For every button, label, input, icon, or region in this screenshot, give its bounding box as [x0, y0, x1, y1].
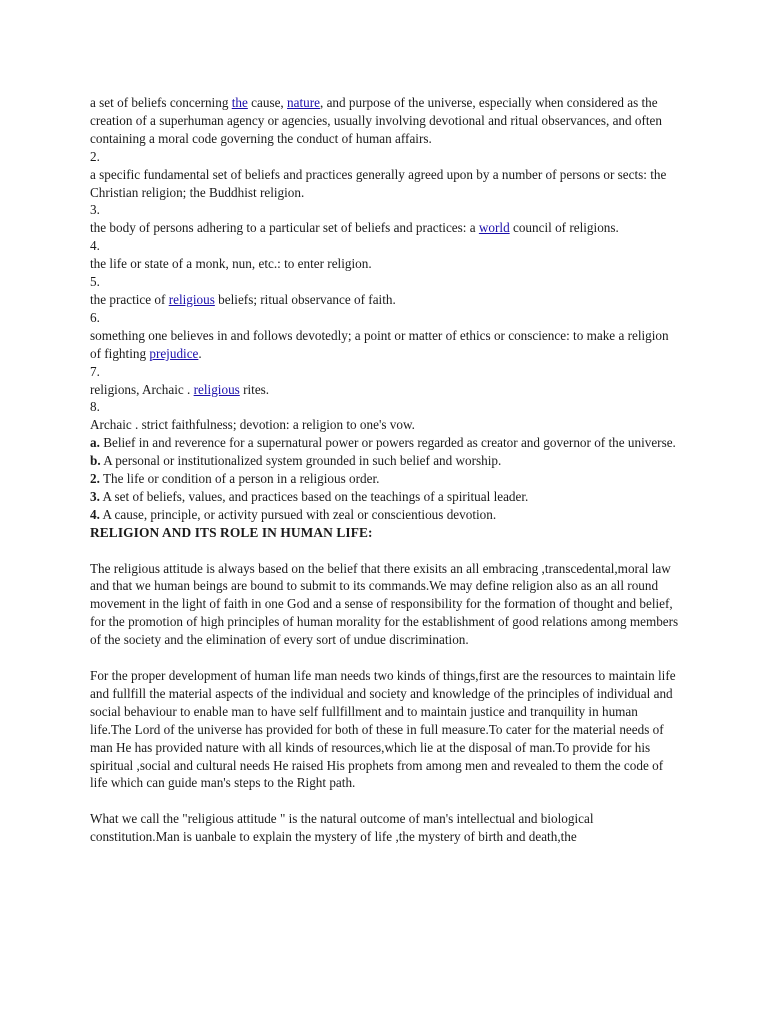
sense-label: 3. [90, 488, 100, 504]
sense-text: A cause, principle, or activity pursued with zeal or conscientious devotion. [99, 506, 497, 522]
definition-number: 2. [90, 148, 100, 164]
definition-number: 4. [90, 238, 100, 254]
sense-item [90, 470, 680, 488]
sense-text: A set of beliefs, values, and practices based on the teachings of a spiritual leader. [99, 488, 529, 504]
sense-label: 4. [90, 506, 100, 522]
definition-fragment: cause, [247, 95, 288, 110]
paragraph-gap [90, 649, 680, 667]
definition-link[interactable]: religious [193, 381, 240, 397]
definitions-list [90, 94, 680, 434]
definition-link[interactable]: prejudice [149, 345, 199, 361]
document-page [90, 94, 680, 846]
definition-fragment: religions, Archaic . [90, 381, 194, 397]
sense-item [90, 506, 680, 524]
definition-fragment: the body of persons adhering to a particular set of beliefs and practices: a [90, 220, 479, 236]
definition-text [90, 381, 680, 399]
body-paragraph: What we call the "religious attitude " is the natural outcome of man's intellectual and biological constitution.Man is uanbale to explain the mystery of life ,the mystery of birth and death,the [90, 811, 594, 845]
definition-fragment: rites. [239, 381, 270, 397]
body-paragraph: For the proper development of human life man needs two kinds of things,first are the resources to maintain life and fullfill the material aspects of the individual and society and knowledge of the principles of individual and social behaviour to enable man to have self fullfillment and to maintain justice and tranquility in human life.The Lord of the universe has provided for both of these in full measure.To cater for the material needs of man He has provided nature with all kinds of resources,which lie at the disposal of man.To provide for his spiritual ,social and cultural needs He raised His prophets from among men and revealed to them the code of life which can guide man's steps to the Right path. [90, 667, 676, 791]
section-heading: RELIGION AND ITS ROLE IN HUMAN LIFE: [90, 524, 373, 540]
definition-number: 5. [90, 274, 100, 290]
senses-list [90, 434, 680, 524]
body-paragraphs [90, 560, 680, 846]
definition-link[interactable]: nature [287, 95, 320, 110]
definition-text [90, 94, 680, 148]
body-paragraph: The religious attitude is always based on the belief that there exisits an all embracing ,transcedental,moral law and that we human beings are bound to submit to its commands.We may define religion also as an all round movement in the light of faith in one God and a sense of responsibility for the formation of thought and belief, for the promotion of high principles of human morality for the establishment of good relations among members of the society and the elimination of every sort of undue discrimination. [90, 560, 679, 648]
definition-fragment: the practice of [90, 291, 169, 307]
definition-fragment: beliefs; ritual observance of faith. [214, 291, 396, 307]
paragraph-gap [90, 792, 680, 810]
definition-fragment: , and purpose of the universe, especially when considered as the creation of a superhuman agency or agencies, usually involving devotional and ritual observances, and often containing a moral code governing the conduct of human affairs. [90, 95, 663, 146]
definition-text [90, 416, 680, 434]
definition-text [90, 327, 680, 363]
definition-number: 6. [90, 309, 100, 325]
sense-item [90, 452, 680, 470]
definition-link[interactable]: the [231, 95, 248, 110]
definition-text [90, 166, 680, 202]
sense-label: b. [90, 453, 101, 469]
definition-fragment: something one believes in and follows devotedly; a point or matter of ethics or conscience: to make a religion of fighting [90, 327, 669, 361]
definition-number: 8. [90, 399, 100, 415]
sense-item [90, 434, 680, 452]
definition-number: 3. [90, 202, 100, 218]
definition-link[interactable]: religious [168, 291, 215, 307]
definition-link[interactable]: world [478, 220, 510, 236]
paragraph-gap [90, 542, 680, 560]
definition-text [90, 291, 680, 309]
definition-number: 7. [90, 363, 100, 379]
sense-text: A personal or institutionalized system grounded in such belief and worship. [100, 453, 502, 469]
sense-item [90, 488, 680, 506]
definition-fragment: council of religions. [509, 220, 619, 236]
sense-label: 2. [90, 471, 100, 487]
definition-text [90, 219, 680, 237]
definition-fragment: Archaic . strict faithfulness; devotion: a religion to one's vow. [90, 417, 415, 433]
sense-label: a. [90, 435, 100, 451]
definition-fragment: . [198, 345, 202, 361]
sense-text: Belief in and reverence for a supernatural power or powers regarded as creator and governor of the universe. [99, 435, 676, 451]
definition-fragment: a specific fundamental set of beliefs and practices generally agreed upon by a number of persons or sects: the Christian religion; the Buddhist religion. [90, 166, 667, 200]
sense-text: The life or condition of a person in a religious order. [99, 471, 380, 487]
definition-fragment: a set of beliefs concerning [90, 95, 232, 110]
definition-fragment: the life or state of a monk, nun, etc.: to enter religion. [90, 256, 372, 272]
definition-text [90, 255, 680, 273]
